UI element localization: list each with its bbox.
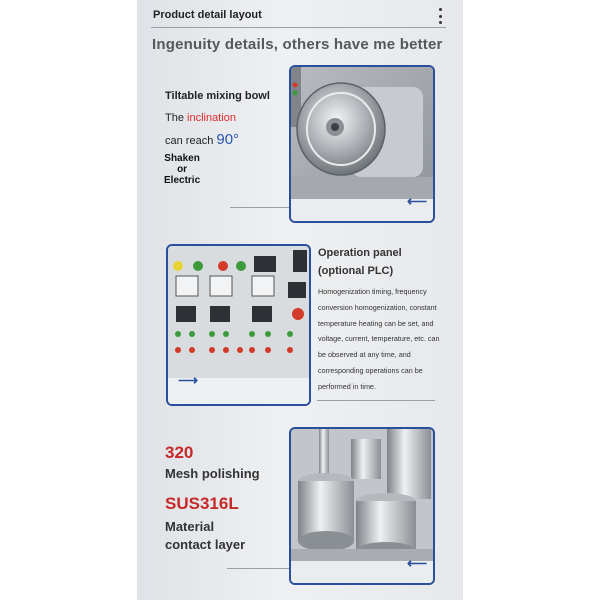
- material-label-line1: Material: [165, 519, 215, 534]
- header-divider: [151, 27, 446, 28]
- reach-line: [165, 131, 239, 148]
- drive-mode-line2: or: [177, 164, 188, 175]
- more-vertical-icon[interactable]: [436, 8, 444, 24]
- inclination-prefix: The: [165, 112, 184, 124]
- drive-mode-line3: Electric: [164, 175, 201, 186]
- control-panel-photo: [166, 244, 311, 406]
- product-detail-panel: [137, 0, 463, 600]
- arrow-right-icon[interactable]: ⟶: [178, 372, 199, 388]
- steel-grade: SUS316L: [165, 494, 239, 513]
- material-label: [165, 518, 245, 554]
- arrow-left-icon[interactable]: ⟵: [407, 193, 428, 209]
- drive-mode-line1: Shaken: [164, 153, 200, 164]
- operation-panel-title-line2: (optional PLC): [318, 265, 394, 277]
- mixing-tank-photo: [289, 427, 435, 585]
- section-divider: [227, 568, 297, 569]
- operation-panel-title: [318, 244, 402, 280]
- mesh-value: 320: [165, 443, 194, 462]
- operation-panel-title-line1: Operation panel: [318, 247, 402, 259]
- section-title: Product detail layout: [153, 9, 262, 21]
- reach-prefix: can reach: [165, 135, 214, 147]
- inclination-line: [165, 112, 236, 124]
- arrow-left-icon[interactable]: ⟵: [407, 555, 428, 571]
- tilt-title: Tiltable mixing bowl: [165, 90, 270, 102]
- headline: Ingenuity details, others have me better: [152, 36, 443, 53]
- material-label-line2: contact layer: [165, 537, 246, 552]
- section-divider: [317, 400, 435, 401]
- mixing-bowl-photo: [289, 65, 435, 223]
- mesh-label: Mesh polishing: [165, 466, 260, 481]
- drive-mode: [164, 153, 200, 186]
- operation-panel-description: Homogenization timing, frequency conversion homogenization, constant temperature heating can be set, and voltage, current, temperature, etc. can be observed at any time, and corresponding operations can be performed in time.: [318, 287, 440, 391]
- inclination-highlight: inclination: [187, 112, 236, 124]
- reach-value: 90°: [216, 131, 240, 148]
